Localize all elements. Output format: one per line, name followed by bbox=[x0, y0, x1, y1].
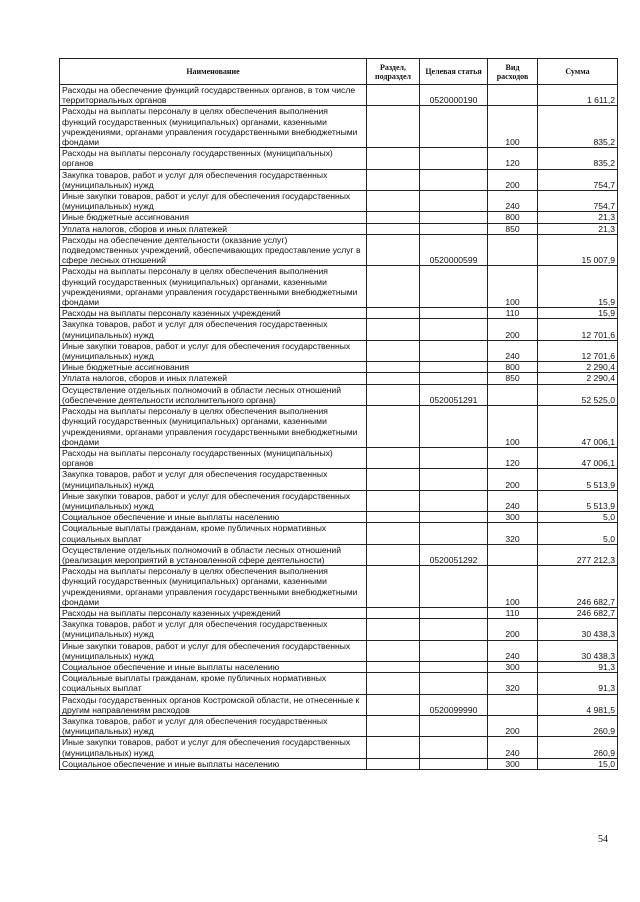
cell-sum: 30 438,3 bbox=[538, 640, 618, 661]
cell-name: Расходы государственных органов Костромской области, не отнесенные к другим направлениям расходов bbox=[60, 694, 367, 715]
cell-razdel bbox=[367, 490, 420, 511]
table-row bbox=[60, 406, 618, 448]
cell-sum: 5 513,9 bbox=[538, 490, 618, 511]
cell-sum: 91,3 bbox=[538, 673, 618, 694]
cell-name: Расходы на обеспечение функций государственных органов, в том числе территориальных органов bbox=[60, 85, 367, 106]
cell-vid: 100 bbox=[488, 106, 538, 148]
cell-name: Расходы на выплаты персоналу в целях обеспечения выполнения функций государственных (муниципальных) органами, казенными учреждениями, органами управления государственными внебюджетными фондами bbox=[60, 106, 367, 148]
table-row bbox=[60, 512, 618, 523]
cell-article bbox=[420, 223, 488, 234]
cell-article: 0520000599 bbox=[420, 234, 488, 266]
cell-vid: 200 bbox=[488, 469, 538, 490]
cell-sum: 5,0 bbox=[538, 523, 618, 544]
cell-razdel bbox=[367, 362, 420, 373]
table-row bbox=[60, 191, 618, 212]
cell-sum: 260,9 bbox=[538, 737, 618, 758]
table-row bbox=[60, 106, 618, 148]
cell-vid: 300 bbox=[488, 661, 538, 672]
header-vid: Вид расходов bbox=[488, 59, 538, 85]
cell-vid: 240 bbox=[488, 640, 538, 661]
cell-article bbox=[420, 512, 488, 523]
cell-name: Иные бюджетные ассигнования bbox=[60, 362, 367, 373]
cell-razdel bbox=[367, 544, 420, 565]
cell-sum: 246 682,7 bbox=[538, 607, 618, 618]
table-row bbox=[60, 737, 618, 758]
cell-sum: 15,9 bbox=[538, 266, 618, 308]
table-row bbox=[60, 607, 618, 618]
cell-name: Иные бюджетные ассигнования bbox=[60, 212, 367, 223]
cell-sum: 21,3 bbox=[538, 223, 618, 234]
cell-name: Уплата налогов, сборов и иных платежей bbox=[60, 373, 367, 384]
cell-sum: 91,3 bbox=[538, 661, 618, 672]
cell-vid: 110 bbox=[488, 308, 538, 319]
cell-razdel bbox=[367, 661, 420, 672]
table-row bbox=[60, 266, 618, 308]
table-row bbox=[60, 544, 618, 565]
cell-vid: 100 bbox=[488, 266, 538, 308]
cell-razdel bbox=[367, 758, 420, 769]
cell-razdel bbox=[367, 234, 420, 266]
cell-razdel bbox=[367, 566, 420, 608]
cell-name: Расходы на обеспечение деятельности (оказание услуг) подведомственных учреждений, обеспечивающих предоставление услуг в сфере лесных отношений bbox=[60, 234, 367, 266]
cell-name: Уплата налогов, сборов и иных платежей bbox=[60, 223, 367, 234]
cell-article bbox=[420, 673, 488, 694]
cell-name: Расходы на выплаты персоналу в целях обеспечения выполнения функций государственных (муниципальных) органами, казенными учреждениями, органами управления государственными внебюджетными фондами bbox=[60, 566, 367, 608]
cell-vid: 320 bbox=[488, 673, 538, 694]
cell-article: 0520000190 bbox=[420, 85, 488, 106]
cell-article bbox=[420, 148, 488, 169]
cell-article bbox=[420, 715, 488, 736]
cell-name: Расходы на выплаты персоналу казенных учреждений bbox=[60, 308, 367, 319]
cell-razdel bbox=[367, 715, 420, 736]
cell-name: Расходы на выплаты персоналу государственных (муниципальных) органов bbox=[60, 447, 367, 468]
cell-article bbox=[420, 362, 488, 373]
cell-article bbox=[420, 758, 488, 769]
cell-sum: 2 290,4 bbox=[538, 362, 618, 373]
cell-razdel bbox=[367, 673, 420, 694]
cell-razdel bbox=[367, 148, 420, 169]
cell-sum: 12 701,6 bbox=[538, 340, 618, 361]
cell-sum: 47 006,1 bbox=[538, 406, 618, 448]
cell-name: Социальное обеспечение и иные выплаты населению bbox=[60, 512, 367, 523]
cell-razdel bbox=[367, 319, 420, 340]
cell-sum: 5,0 bbox=[538, 512, 618, 523]
cell-article bbox=[420, 212, 488, 223]
cell-vid: 200 bbox=[488, 319, 538, 340]
cell-vid: 300 bbox=[488, 512, 538, 523]
table-body bbox=[60, 85, 618, 770]
cell-article bbox=[420, 566, 488, 608]
cell-name: Иные закупки товаров, работ и услуг для обеспечения государственных (муниципальных) нужд bbox=[60, 737, 367, 758]
cell-vid: 800 bbox=[488, 212, 538, 223]
cell-vid: 850 bbox=[488, 373, 538, 384]
table-row bbox=[60, 619, 618, 640]
cell-article bbox=[420, 469, 488, 490]
cell-razdel bbox=[367, 340, 420, 361]
cell-razdel bbox=[367, 523, 420, 544]
cell-article bbox=[420, 490, 488, 511]
table-row bbox=[60, 758, 618, 769]
cell-vid: 240 bbox=[488, 737, 538, 758]
cell-vid: 800 bbox=[488, 362, 538, 373]
cell-vid: 240 bbox=[488, 191, 538, 212]
cell-article bbox=[420, 406, 488, 448]
cell-sum: 277 212,3 bbox=[538, 544, 618, 565]
cell-sum: 260,9 bbox=[538, 715, 618, 736]
table-row bbox=[60, 715, 618, 736]
cell-vid: 300 bbox=[488, 758, 538, 769]
cell-sum: 754,7 bbox=[538, 169, 618, 190]
cell-vid bbox=[488, 544, 538, 565]
cell-sum: 5 513,9 bbox=[538, 469, 618, 490]
page-number: 54 bbox=[598, 834, 608, 845]
table-row bbox=[60, 490, 618, 511]
cell-article bbox=[420, 737, 488, 758]
cell-vid bbox=[488, 234, 538, 266]
cell-article bbox=[420, 523, 488, 544]
table-row bbox=[60, 362, 618, 373]
cell-sum: 15 007,9 bbox=[538, 234, 618, 266]
cell-name: Иные закупки товаров, работ и услуг для обеспечения государственных (муниципальных) нужд bbox=[60, 640, 367, 661]
cell-vid: 110 bbox=[488, 607, 538, 618]
table-row bbox=[60, 212, 618, 223]
cell-vid: 850 bbox=[488, 223, 538, 234]
cell-razdel bbox=[367, 169, 420, 190]
cell-article bbox=[420, 169, 488, 190]
cell-name: Закупка товаров, работ и услуг для обеспечения государственных (муниципальных) нужд bbox=[60, 619, 367, 640]
header-article: Целевая статья bbox=[420, 59, 488, 85]
header-row bbox=[60, 59, 618, 85]
table-row bbox=[60, 673, 618, 694]
cell-name: Закупка товаров, работ и услуг для обеспечения государственных (муниципальных) нужд bbox=[60, 715, 367, 736]
table-row bbox=[60, 640, 618, 661]
cell-razdel bbox=[367, 737, 420, 758]
budget-table bbox=[59, 58, 618, 770]
cell-article bbox=[420, 619, 488, 640]
cell-razdel bbox=[367, 469, 420, 490]
cell-article: 0520051292 bbox=[420, 544, 488, 565]
cell-razdel bbox=[367, 212, 420, 223]
cell-sum: 15,9 bbox=[538, 308, 618, 319]
cell-razdel bbox=[367, 619, 420, 640]
cell-razdel bbox=[367, 308, 420, 319]
cell-article: 0520099990 bbox=[420, 694, 488, 715]
cell-article bbox=[420, 266, 488, 308]
cell-vid: 100 bbox=[488, 406, 538, 448]
cell-razdel bbox=[367, 694, 420, 715]
cell-article bbox=[420, 447, 488, 468]
cell-article bbox=[420, 661, 488, 672]
cell-article bbox=[420, 373, 488, 384]
cell-sum: 21,3 bbox=[538, 212, 618, 223]
table-row bbox=[60, 384, 618, 405]
cell-razdel bbox=[367, 373, 420, 384]
cell-sum: 835,2 bbox=[538, 106, 618, 148]
cell-name: Социальное обеспечение и иные выплаты населению bbox=[60, 758, 367, 769]
table-row bbox=[60, 319, 618, 340]
cell-name: Социальные выплаты гражданам, кроме публичных нормативных социальных выплат bbox=[60, 523, 367, 544]
cell-name: Социальные выплаты гражданам, кроме публичных нормативных социальных выплат bbox=[60, 673, 367, 694]
cell-article bbox=[420, 607, 488, 618]
table-row bbox=[60, 373, 618, 384]
cell-razdel bbox=[367, 384, 420, 405]
header-sum: Сумма bbox=[538, 59, 618, 85]
cell-razdel bbox=[367, 607, 420, 618]
cell-vid bbox=[488, 694, 538, 715]
header-razdel: Раздел, подраздел bbox=[367, 59, 420, 85]
cell-name: Расходы на выплаты персоналу в целях обеспечения выполнения функций государственных (муниципальных) органами, казенными учреждениями, органами управления государственными внебюджетными фондами bbox=[60, 406, 367, 448]
cell-article bbox=[420, 191, 488, 212]
cell-article bbox=[420, 640, 488, 661]
cell-sum: 835,2 bbox=[538, 148, 618, 169]
table-row bbox=[60, 234, 618, 266]
cell-name: Осуществление отдельных полномочий в области лесных отношений (обеспечение деятельности исполнительного органа) bbox=[60, 384, 367, 405]
table-row bbox=[60, 694, 618, 715]
cell-vid: 200 bbox=[488, 169, 538, 190]
cell-razdel bbox=[367, 266, 420, 308]
cell-vid: 100 bbox=[488, 566, 538, 608]
cell-sum: 1 611,2 bbox=[538, 85, 618, 106]
cell-vid: 200 bbox=[488, 715, 538, 736]
cell-vid: 120 bbox=[488, 447, 538, 468]
cell-sum: 15,0 bbox=[538, 758, 618, 769]
cell-vid bbox=[488, 85, 538, 106]
cell-name: Закупка товаров, работ и услуг для обеспечения государственных (муниципальных) нужд bbox=[60, 319, 367, 340]
cell-sum: 12 701,6 bbox=[538, 319, 618, 340]
cell-name: Иные закупки товаров, работ и услуг для обеспечения государственных (муниципальных) нужд bbox=[60, 340, 367, 361]
cell-sum: 754,7 bbox=[538, 191, 618, 212]
cell-article: 0520051291 bbox=[420, 384, 488, 405]
table-row bbox=[60, 308, 618, 319]
cell-vid: 120 bbox=[488, 148, 538, 169]
cell-razdel bbox=[367, 191, 420, 212]
cell-article bbox=[420, 308, 488, 319]
table-row bbox=[60, 148, 618, 169]
cell-razdel bbox=[367, 447, 420, 468]
cell-razdel bbox=[367, 406, 420, 448]
cell-vid: 320 bbox=[488, 523, 538, 544]
cell-razdel bbox=[367, 223, 420, 234]
cell-sum: 30 438,3 bbox=[538, 619, 618, 640]
cell-name: Закупка товаров, работ и услуг для обеспечения государственных (муниципальных) нужд bbox=[60, 169, 367, 190]
cell-vid: 240 bbox=[488, 490, 538, 511]
table-row bbox=[60, 523, 618, 544]
table-row bbox=[60, 169, 618, 190]
cell-vid bbox=[488, 384, 538, 405]
cell-sum: 47 006,1 bbox=[538, 447, 618, 468]
table-row bbox=[60, 566, 618, 608]
cell-sum: 52 525,0 bbox=[538, 384, 618, 405]
cell-article bbox=[420, 106, 488, 148]
header-name: Наименование bbox=[60, 59, 367, 85]
cell-name: Осуществление отдельных полномочий в области лесных отношений (реализация мероприятий в установленной сфере деятельности) bbox=[60, 544, 367, 565]
cell-sum: 246 682,7 bbox=[538, 566, 618, 608]
cell-vid: 200 bbox=[488, 619, 538, 640]
table-row bbox=[60, 85, 618, 106]
cell-razdel bbox=[367, 640, 420, 661]
table-row bbox=[60, 469, 618, 490]
cell-razdel bbox=[367, 106, 420, 148]
cell-article bbox=[420, 340, 488, 361]
cell-razdel bbox=[367, 85, 420, 106]
cell-name: Иные закупки товаров, работ и услуг для обеспечения государственных (муниципальных) нужд bbox=[60, 191, 367, 212]
cell-sum: 2 290,4 bbox=[538, 373, 618, 384]
table-row bbox=[60, 223, 618, 234]
cell-vid: 240 bbox=[488, 340, 538, 361]
cell-name: Социальное обеспечение и иные выплаты населению bbox=[60, 661, 367, 672]
cell-name: Расходы на выплаты персоналу казенных учреждений bbox=[60, 607, 367, 618]
cell-sum: 4 981,5 bbox=[538, 694, 618, 715]
cell-name: Иные закупки товаров, работ и услуг для обеспечения государственных (муниципальных) нужд bbox=[60, 490, 367, 511]
budget-document bbox=[59, 58, 617, 770]
table-row bbox=[60, 661, 618, 672]
table-row bbox=[60, 447, 618, 468]
cell-name: Расходы на выплаты персоналу государственных (муниципальных) органов bbox=[60, 148, 367, 169]
cell-article bbox=[420, 319, 488, 340]
cell-name: Расходы на выплаты персоналу в целях обеспечения выполнения функций государственных (муниципальных) органами, казенными учреждениями, органами управления государственными внебюджетными фондами bbox=[60, 266, 367, 308]
cell-razdel bbox=[367, 512, 420, 523]
cell-name: Закупка товаров, работ и услуг для обеспечения государственных (муниципальных) нужд bbox=[60, 469, 367, 490]
table-row bbox=[60, 340, 618, 361]
